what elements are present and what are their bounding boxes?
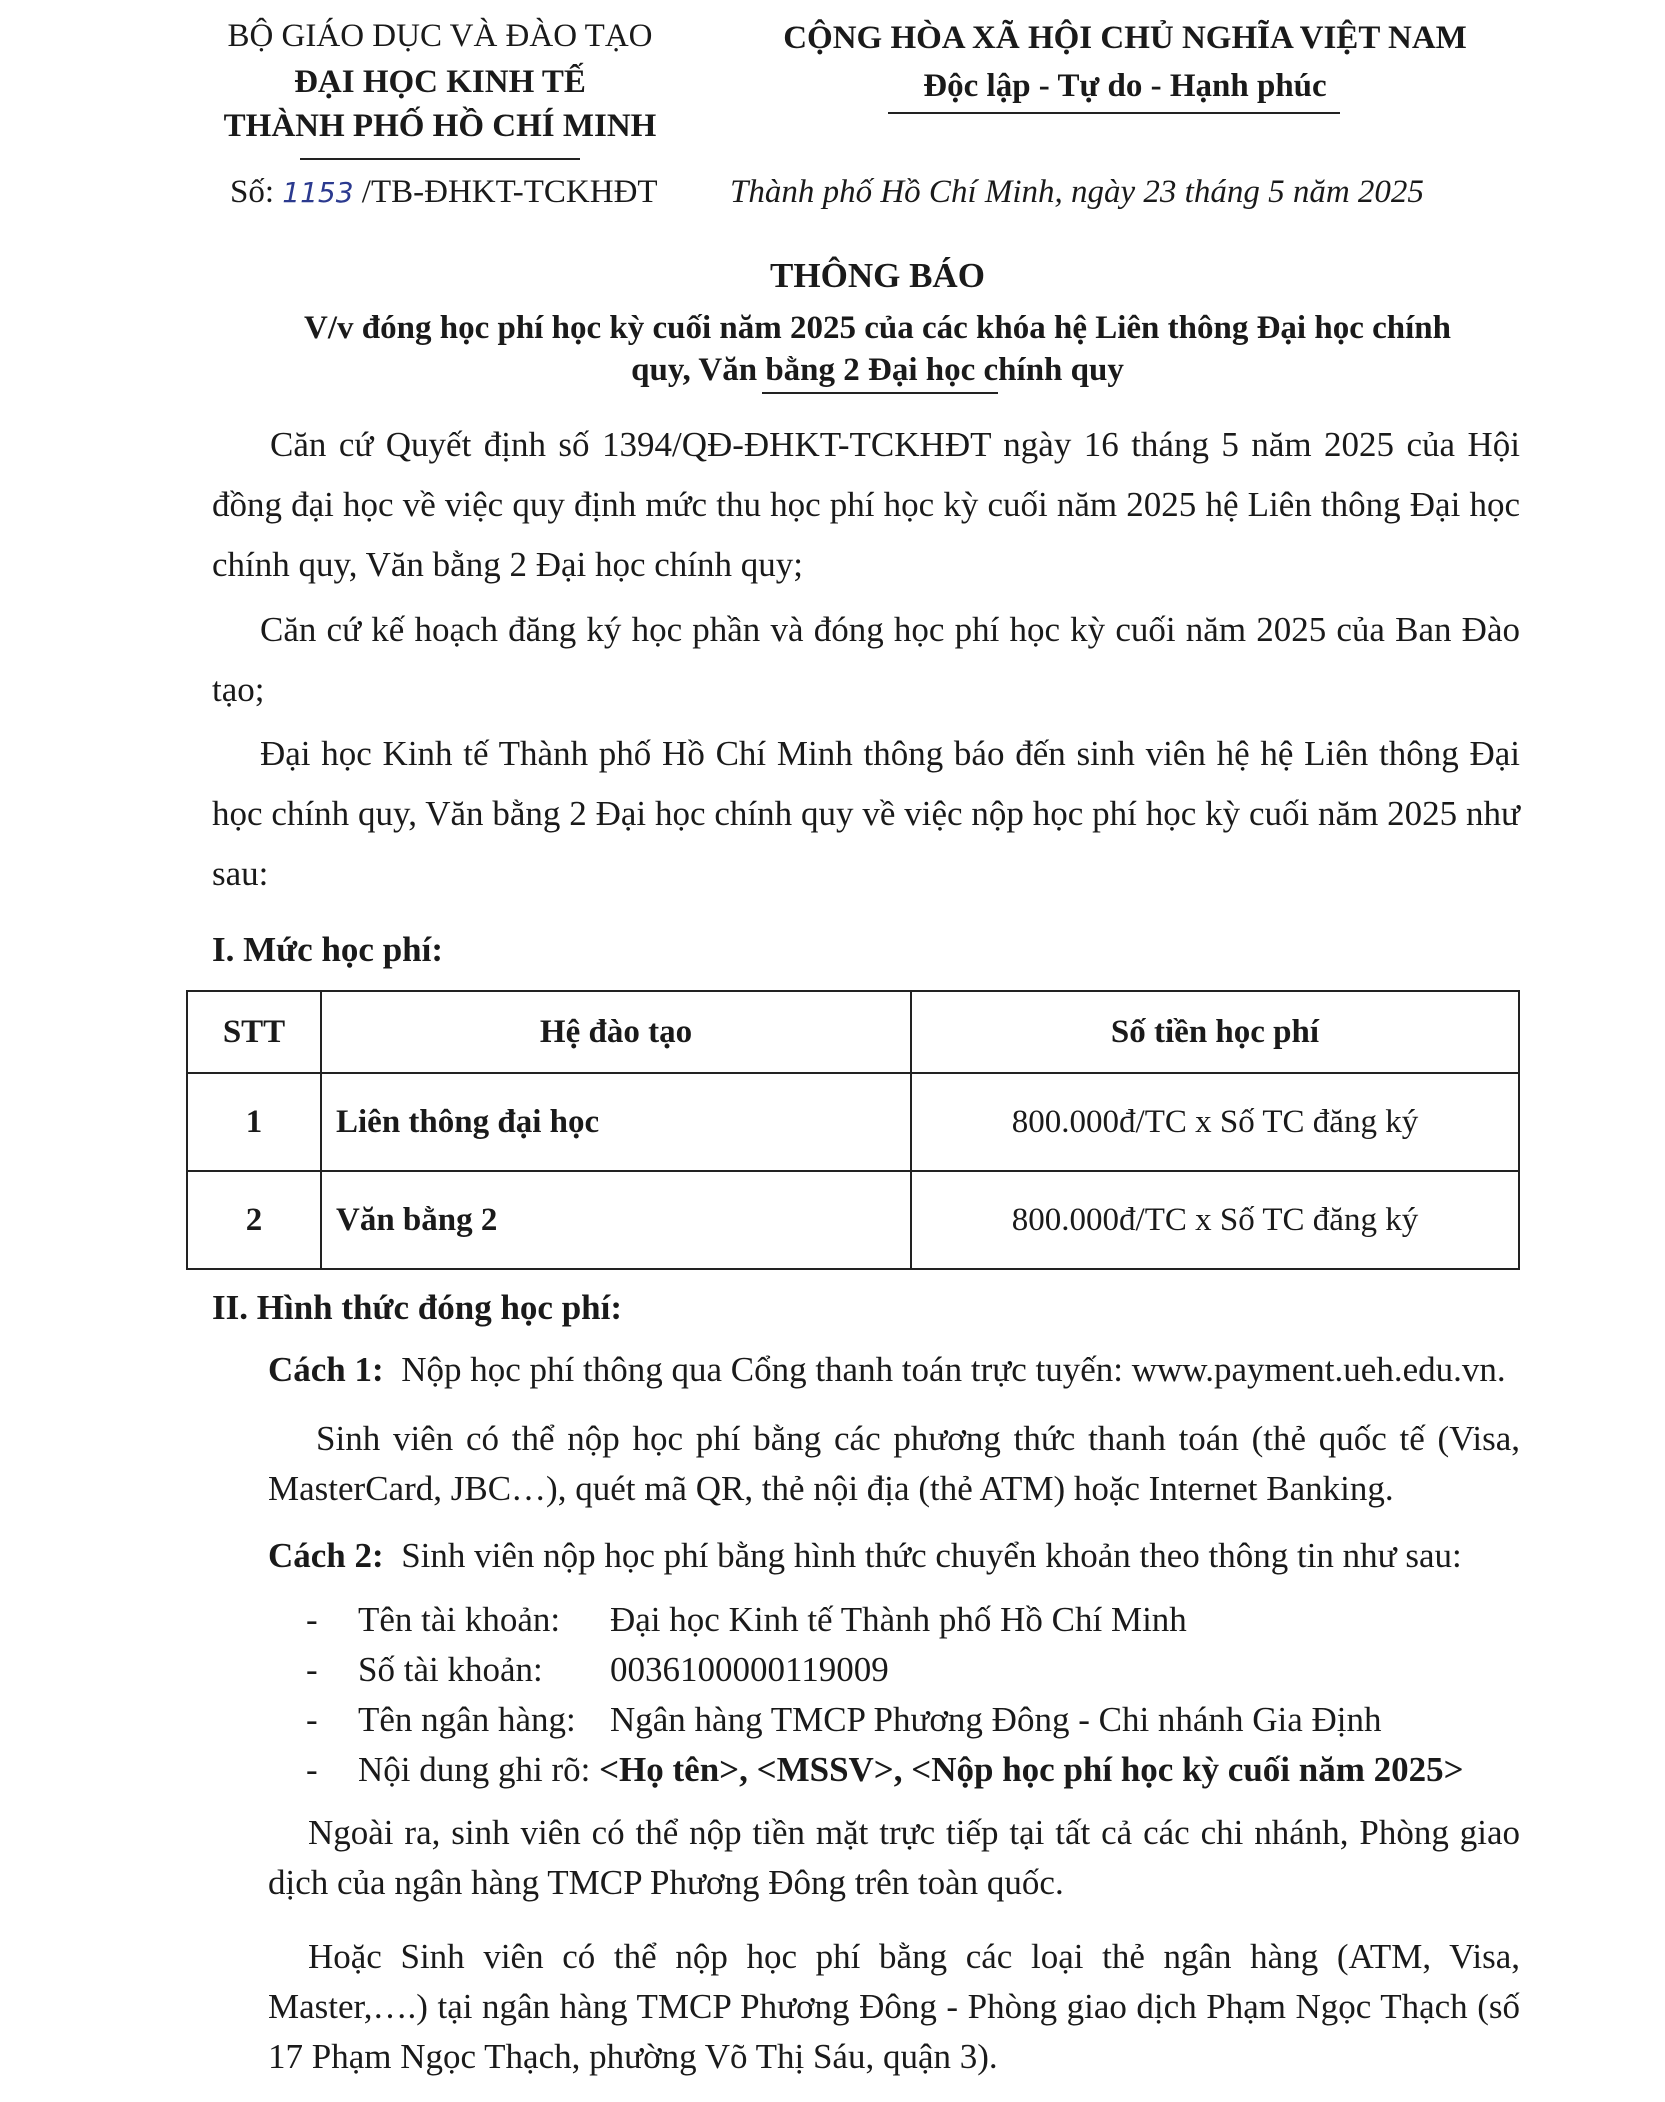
list-item: - Tên tài khoản: Đại học Kinh tế Thành phố Hồ Chí Minh xyxy=(306,1600,1187,1639)
header-left-underline xyxy=(300,158,580,160)
column-header-stt: STT xyxy=(187,991,321,1073)
method2-label: Cách 2: xyxy=(268,1536,384,1575)
motto-underline xyxy=(888,112,1340,114)
bullet-label: Số tài khoản: xyxy=(358,1650,543,1689)
fee-table xyxy=(186,990,1520,1270)
bullet-label: Tên ngân hàng: xyxy=(358,1700,576,1739)
section2-heading: II. Hình thức đóng học phí: xyxy=(212,1288,623,1327)
column-header-fee: Số tiền học phí xyxy=(911,991,1519,1073)
intro-paragraph-1: Căn cứ Quyết định số 1394/QĐ-ĐHKT-TCKHĐT ngày 16 tháng 5 năm 2025 của Hội đồng đại học về việc quy định mức thu học phí học kỳ cuối năm 2025 hệ Liên thông Đại học chính quy, Văn bằng 2 Đại học chính quy; xyxy=(212,425,1520,584)
doc-no-handwritten: 1153 xyxy=(282,176,354,209)
method2-line xyxy=(268,1536,1462,1576)
cash-payment-paragraph: Ngoài ra, sinh viên có thể nộp tiền mặt trực tiếp tại tất cả các chi nhánh, Phòng giao dịch của ngân hàng TMCP Phương Đông trên toàn quốc. xyxy=(268,1813,1520,1902)
bullet-value: 0036100000119009 xyxy=(610,1650,889,1689)
card-payment-paragraph: Hoặc Sinh viên có thể nộp học phí bằng các loại thẻ ngân hàng (ATM, Visa, Master,….) tại ngân hàng TMCP Phương Đông - Phòng giao dịch Phạm Ngọc Thạch (số 17 Phạm Ngọc Thạch, phường Võ Thị Sáu, quận 3). xyxy=(268,1937,1520,2076)
subject-underline xyxy=(762,392,998,394)
method1-label: Cách 1: xyxy=(268,1350,384,1389)
cell-fee: 800.000đ/TC x Số TC đăng ký xyxy=(911,1171,1519,1269)
method1-text: Nộp học phí thông qua Cổng thanh toán trực tuyến: www.payment.ueh.edu.vn. xyxy=(401,1350,1506,1389)
notice-title: THÔNG BÁO xyxy=(770,256,985,295)
doc-no-prefix: Số: xyxy=(230,174,275,210)
doc-no-suffix: /TB-ĐHKT-TCKHĐT xyxy=(361,174,658,210)
document-number xyxy=(230,174,658,211)
method1-line xyxy=(268,1350,1506,1390)
bullet-label: Tên tài khoản: xyxy=(358,1600,561,1639)
fee-table-header-row xyxy=(187,991,1519,1073)
list-item: - Số tài khoản: 0036100000119009 xyxy=(306,1650,889,1689)
notice-subject-line1: V/v đóng học phí học kỳ cuối năm 2025 của các khóa hệ Liên thông Đại học chính xyxy=(304,310,1451,346)
university-name-line1: ĐẠI HỌC KINH TẾ xyxy=(294,64,586,100)
table-row xyxy=(187,1073,1519,1171)
content-label: Nội dung ghi rõ: xyxy=(358,1750,591,1789)
place-and-date: Thành phố Hồ Chí Minh, ngày 23 tháng 5 năm 2025 xyxy=(730,174,1424,210)
cell-stt: 1 xyxy=(187,1073,321,1171)
country-name: CỘNG HÒA XÃ HỘI CHỦ NGHĨA VIỆT NAM xyxy=(783,20,1467,56)
section1-heading: I. Mức học phí: xyxy=(212,930,444,969)
cell-fee: 800.000đ/TC x Số TC đăng ký xyxy=(911,1073,1519,1171)
table-row xyxy=(187,1171,1519,1269)
intro-paragraph-2: Căn cứ kế hoạch đăng ký học phần và đóng học phí học kỳ cuối năm 2025 của Ban Đào tạo; xyxy=(212,610,1520,709)
intro-paragraph-3: Đại học Kinh tế Thành phố Hồ Chí Minh thông báo đến sinh viên hệ hệ Liên thông Đại học chính quy, Văn bằng 2 Đại học chính quy về việc nộp học phí học kỳ cuối năm 2025 như sau: xyxy=(212,734,1520,893)
column-header-program: Hệ đào tạo xyxy=(321,991,911,1073)
cell-stt: 2 xyxy=(187,1171,321,1269)
notice-subject-line2: quy, Văn bằng 2 Đại học chính quy xyxy=(631,352,1124,388)
cell-program: Liên thông đại học xyxy=(321,1073,911,1171)
method2-text: Sinh viên nộp học phí bằng hình thức chuyển khoản theo thông tin như sau: xyxy=(401,1536,1462,1575)
method1-detail: Sinh viên có thể nộp học phí bằng các phương thức thanh toán (thẻ quốc tế (Visa, MasterCard, JBC…), quét mã QR, thẻ nội địa (thẻ ATM) hoặc Internet Banking. xyxy=(268,1419,1520,1508)
ministry-name: BỘ GIÁO DỤC VÀ ĐÀO TẠO xyxy=(227,18,653,54)
national-motto: Độc lập - Tự do - Hạnh phúc xyxy=(923,68,1327,104)
university-name-line2: THÀNH PHỐ HỒ CHÍ MINH xyxy=(223,108,657,144)
cell-program: Văn bằng 2 xyxy=(321,1171,911,1269)
bullet-value: Ngân hàng TMCP Phương Đông - Chi nhánh Gia Định xyxy=(610,1700,1382,1739)
bullet-value: Đại học Kinh tế Thành phố Hồ Chí Minh xyxy=(610,1600,1187,1639)
list-item: - Tên ngân hàng: Ngân hàng TMCP Phương Đông - Chi nhánh Gia Định xyxy=(306,1700,1382,1739)
list-item: - Nội dung ghi rõ: <Họ tên>, <MSSV>, <Nộp học phí học kỳ cuối năm 2025> xyxy=(306,1750,1464,1789)
content-value: <Họ tên>, <MSSV>, <Nộp học phí học kỳ cuối năm 2025> xyxy=(599,1750,1464,1789)
